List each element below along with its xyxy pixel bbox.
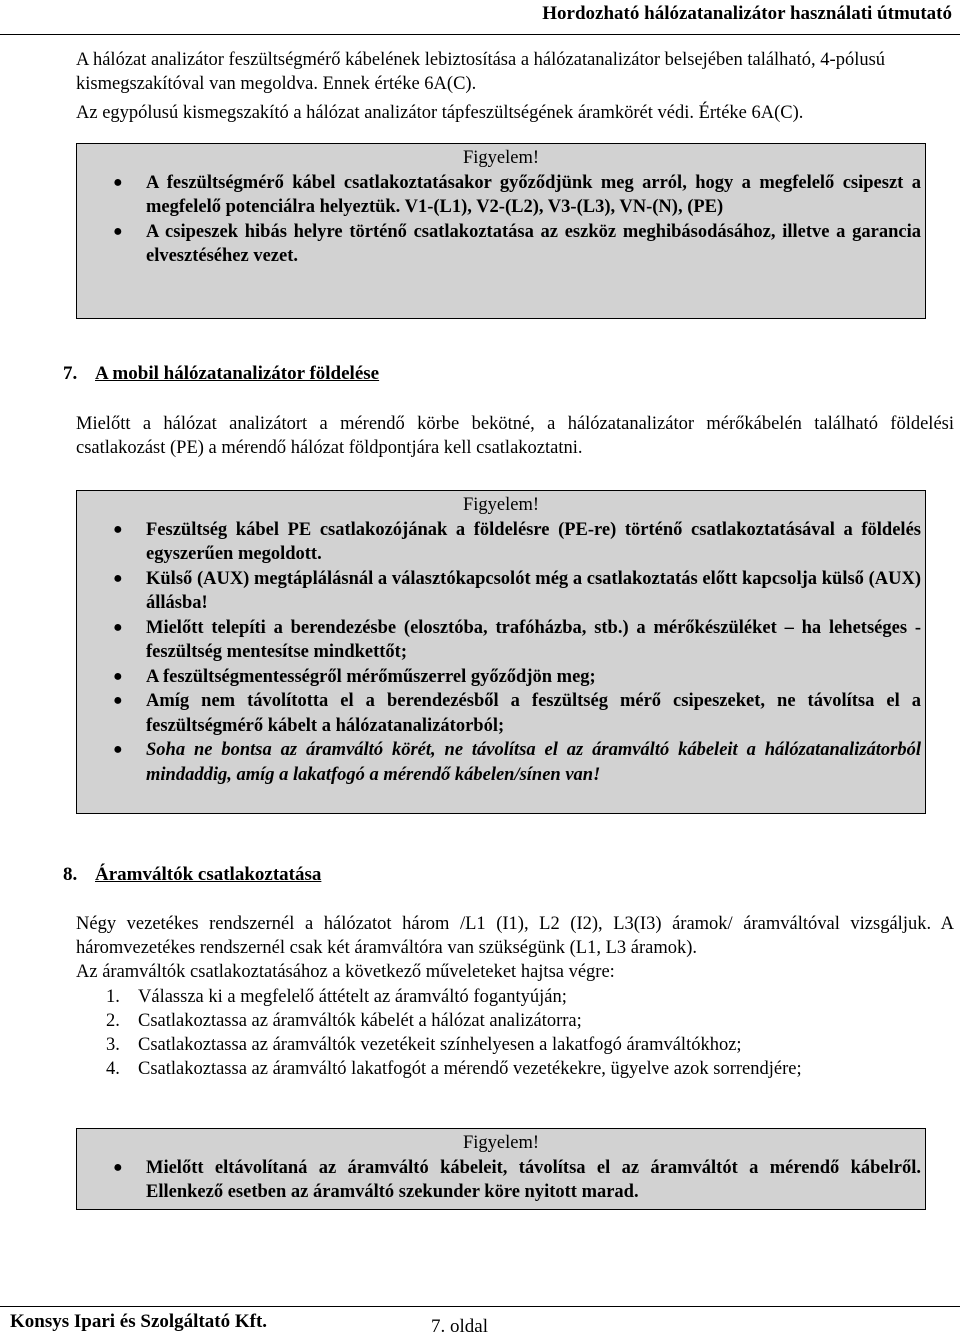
- bullet-icon: ●: [113, 741, 123, 758]
- bullet-icon: ●: [113, 1158, 123, 1176]
- warning-box-1: [76, 143, 926, 319]
- warning-item: ● Feszültség kábel PE csatlakozójának a földelésre (PE-re) történő csatlakoztatásával a földelés egyszerűen megoldott.: [113, 519, 921, 564]
- page-footer: [0, 1306, 960, 1338]
- page-header: [0, 0, 960, 35]
- page-number: 7. oldal: [431, 1316, 488, 1337]
- section-8-body-1: Négy vezetékes rendszernél a hálózatot három /L1 (I1), L2 (I2), L3(I3) áramok/ áramváltóval vizsgáljuk. A háromvezetékes rendszernél csak két áramváltóra van szükségünk (L1, L3 áramok).: [76, 914, 954, 958]
- intro-paragraph-1: A hálózat analizátor feszültségmérő kábelének lebiztosítása a hálózatanalizátor belsejében található, 4-pólusú kismegszakítóval van megoldva. Ennek értéke 6A(C).: [76, 50, 886, 94]
- warning-title: Figyelem!: [462, 495, 540, 515]
- bullet-icon: ●: [113, 173, 123, 191]
- bullet-icon: ●: [113, 520, 123, 538]
- section-7-heading: 7. A mobil hálózatanalizátor földelése: [63, 363, 380, 384]
- step-item: 2. Csatlakoztassa az áramváltók kábelét a hálózat analizátorra;: [106, 1011, 582, 1031]
- warning-item: ● Soha ne bontsa az áramváltó körét, ne távolítsa el az áramváltó kábeleit a hálózatanalizátorból mindaddig, amíg a lakatfogó a mérendő kábelen/sínen van!: [113, 740, 921, 785]
- section-8-body-2: Az áramváltók csatlakoztatásához a következő műveleteket hajtsa végre:: [76, 962, 615, 982]
- warning-title: Figyelem!: [462, 148, 540, 168]
- warning-item: ● A feszültségmérő kábel csatlakoztatásakor győződjünk meg arról, hogy a megfelelő csipeszt a megfelelő potenciálra helyeztük. V1-(L1), V2-(L2), V3-(L3), VN-(N), (PE): [113, 172, 921, 217]
- step-item: 1. Válassza ki a megfelelő áttételt az áramváltó fogantyúján;: [106, 987, 567, 1007]
- intro-paragraph-2: Az egypólusú kismegszakító a hálózat analizátor tápfeszültségének áramkörét védi. Értéke 6A(C).: [76, 103, 804, 123]
- section-7-body: Mielőtt a hálózat analizátort a mérendő körbe bekötné, a hálózatanalizátor mérőkábelén található földelési csatlakozást (PE) a mérendő hálózat földpontjára kell csatlakoztatni.: [76, 414, 954, 458]
- section-8-heading: 8. Áramváltók csatlakoztatása: [63, 864, 322, 885]
- bullet-icon: ●: [113, 692, 123, 709]
- bullet-icon: ●: [113, 569, 123, 587]
- bullet-icon: ●: [113, 618, 123, 636]
- steps-list: [106, 985, 954, 1081]
- step-item: 3. Csatlakoztassa az áramváltók vezetékeit színhelyesen a lakatfogó áramváltókhoz;: [106, 1035, 742, 1055]
- warning-list: [77, 171, 925, 269]
- document-title: Hordozható hálózatanalizátor használati útmutató: [542, 3, 952, 24]
- warning-list: [77, 1156, 925, 1205]
- warning-item: ● Külső (AUX) megtáplálásnál a választókapcsolót még a csatlakoztatás előtt kapcsolja külső (AUX) állásba!: [113, 568, 921, 613]
- warning-item: ● Mielőtt eltávolítaná az áramváltó kábeleit, távolítsa el az áramváltót a mérendő kábelről. Ellenkező esetben az áramváltó szekunder köre nyitott marad.: [113, 1157, 921, 1202]
- warning-box-2: [76, 490, 926, 814]
- warning-box-3: [76, 1128, 926, 1210]
- step-item: 4. Csatlakoztassa az áramváltó lakatfogót a mérendő vezetékekre, ügyelve azok sorrendjére;: [106, 1059, 802, 1079]
- warning-item: ● A feszültségmentességről mérőműszerrel győződjön meg;: [77, 665, 925, 690]
- warning-item: ● Mielőtt telepíti a berendezésbe (elosztóba, trafóházba, stb.) a mérőkészüléket – ha lehetséges - feszültség mentesítse mindkettőt;: [113, 617, 921, 662]
- warning-title: Figyelem!: [462, 1133, 540, 1153]
- bullet-icon: ●: [113, 667, 123, 685]
- warning-list: [77, 518, 925, 788]
- warning-item: ● Amíg nem távolította el a berendezésből a feszültség mérő csipeszeket, ne távolítsa el a feszültségmérő kábelt a hálózatanalizátorból;: [113, 691, 921, 736]
- warning-item: ● A csipeszek hibás helyre történő csatlakoztatása az eszköz meghibásodásához, illetve a garancia elvesztéséhez vezet.: [113, 221, 921, 266]
- company-name: Konsys Ipari és Szolgáltató Kft.: [10, 1311, 268, 1332]
- bullet-icon: ●: [113, 222, 123, 240]
